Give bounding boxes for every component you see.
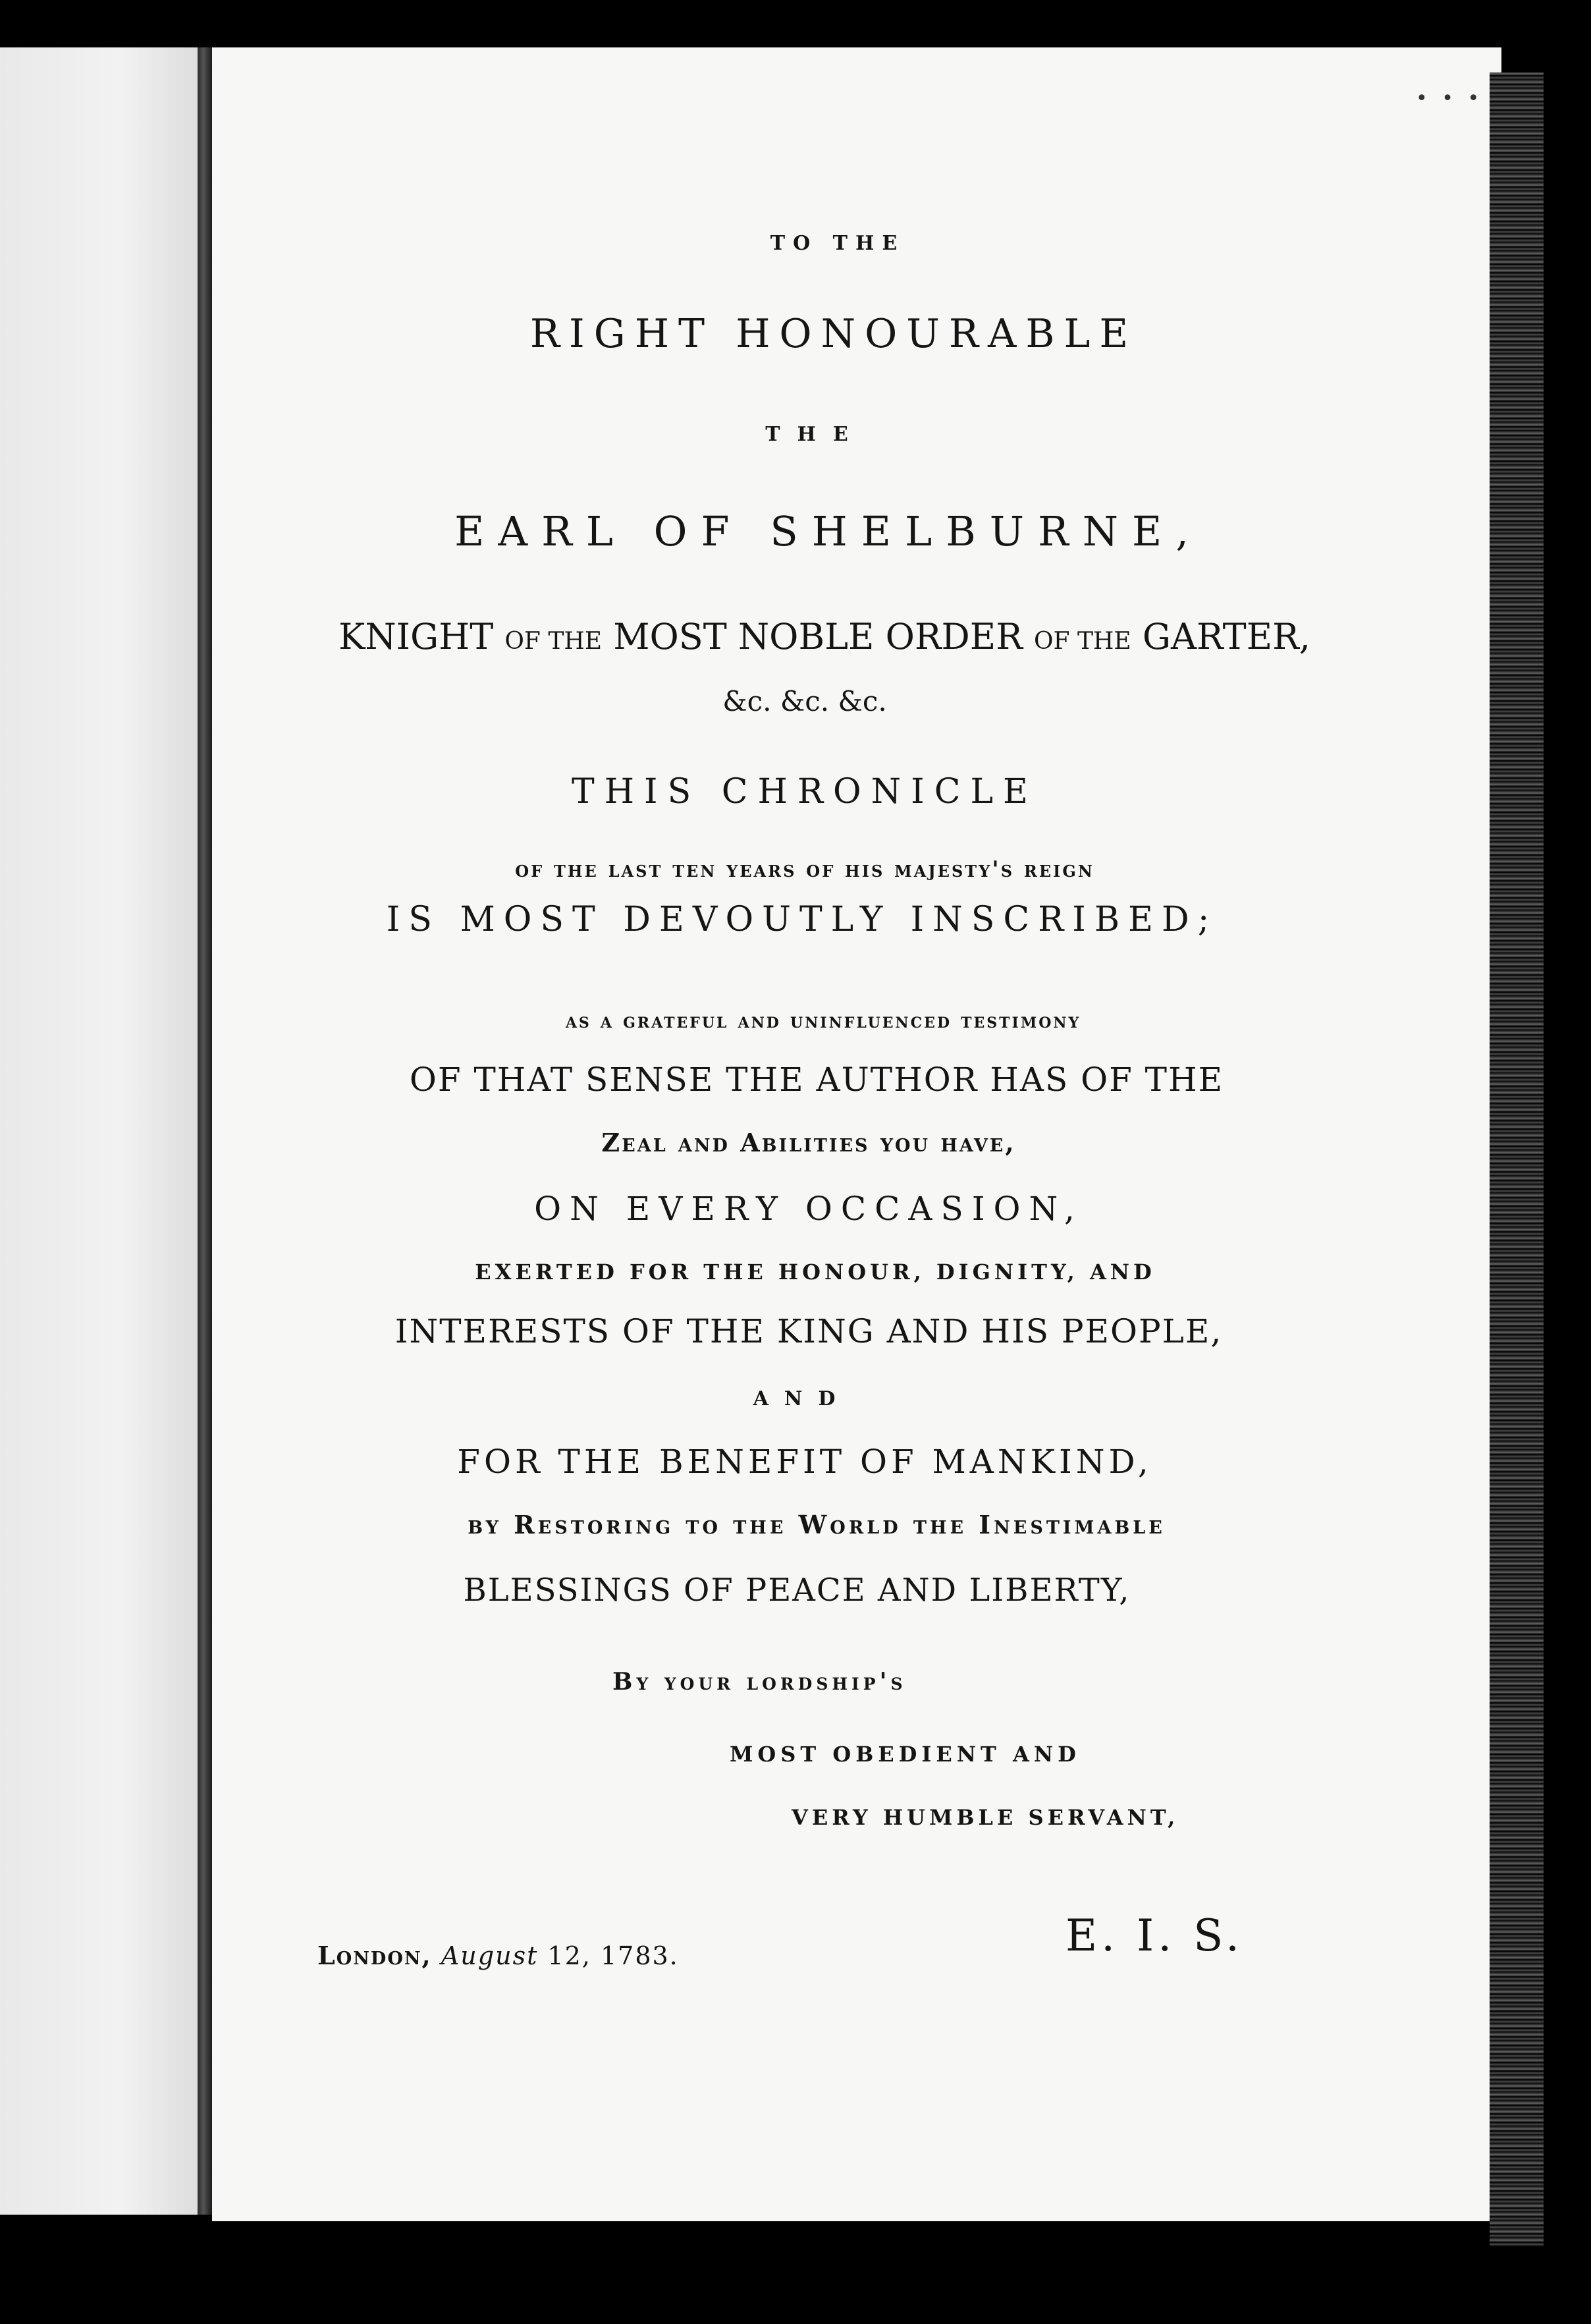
restoring-world-line: by Restoring to the World the Inestimable [468, 1510, 1166, 1539]
page-edge [1490, 72, 1544, 2246]
blessings-peace-line: BLESSINGS OF PEACE AND LIBERTY, [463, 1572, 1131, 1609]
garter-word: GARTER, [1142, 616, 1310, 657]
this-chronicle-line: THIS CHRONICLE [572, 772, 1038, 812]
most-obedient-line: MOST OBEDIENT AND [730, 1742, 1081, 1767]
author-sense-line: OF THAT SENSE THE AUTHOR HAS OF THE [409, 1061, 1224, 1099]
to-the-line: TO THE [770, 232, 905, 255]
of-the-word-2: OF THE [1034, 628, 1131, 655]
knight-word: KNIGHT [338, 616, 494, 657]
most-noble-order-words: MOST NOBLE ORDER [613, 616, 1023, 657]
etc-line: &c. &c. &c. [722, 685, 887, 717]
edge-dots-mark: • • • [1416, 87, 1484, 110]
right-honourable-line: RIGHT HONOURABLE [529, 311, 1138, 357]
by-your-lordship-line: By your lordship's [612, 1668, 907, 1696]
dateline-day-year: 12, 1783. [547, 1941, 679, 1970]
book-gutter [198, 47, 212, 2215]
very-humble-servant-line: VERY HUMBLE SERVANT, [792, 1805, 1179, 1830]
grateful-testimony-line: as a grateful and uninfluenced testimony [565, 1008, 1081, 1033]
left-page-fragment [0, 47, 202, 2215]
every-occasion-line: ON EVERY OCCASION, [534, 1190, 1083, 1228]
last-ten-years-line: of the last ten years of his majesty's reign [515, 856, 1094, 883]
of-the-word: OF THE [504, 628, 603, 655]
dateline-place: London, [317, 1941, 432, 1970]
interests-king-line: INTERESTS OF THE KING AND HIS PEOPLE, [394, 1312, 1223, 1350]
earl-of-shelburne-heading: EARL OF SHELBURNE, [454, 507, 1202, 555]
and-line: AND [753, 1387, 851, 1410]
benefit-mankind-line: FOR THE BENEFIT OF MANKIND, [457, 1443, 1152, 1481]
zeal-abilities-line: Zeal and Abilities you have, [601, 1128, 1016, 1157]
knight-garter-line [338, 616, 1310, 657]
exerted-honour-line: EXERTED FOR THE HONOUR, DIGNITY, AND [475, 1259, 1156, 1285]
signature-initials: E. I. S. [1065, 1910, 1244, 1961]
the-line: THE [765, 423, 865, 446]
dateline [317, 1941, 679, 1970]
dateline-month: August [441, 1941, 539, 1970]
devoutly-inscribed-line: IS MOST DEVOUTLY INSCRIBED; [386, 900, 1218, 939]
